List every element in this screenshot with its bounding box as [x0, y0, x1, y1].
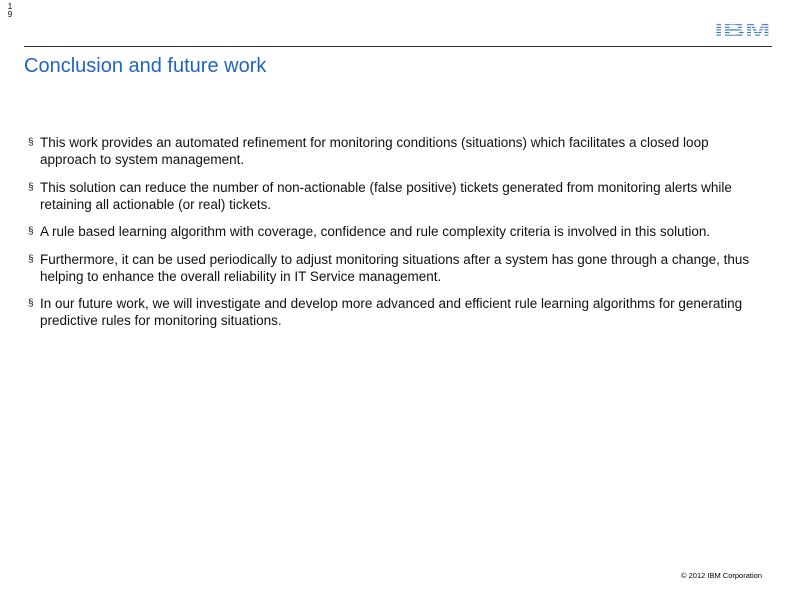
bullet-text: Furthermore, it can be used periodically to adjust monitoring situations after a system has gone through a change, thus helping to enhance the overall reliability in IT Service management. [40, 251, 750, 284]
bullet-marker-icon: § [28, 137, 34, 148]
bullet-text: A rule based learning algorithm with coverage, confidence and rule complexity criteria is involved in this solution. [40, 224, 711, 239]
bullet-item [28, 295, 758, 329]
bullet-text: In our future work, we will investigate and develop more advanced and efficient rule learning algorithms for generating predictive rules for monitoring situations. [40, 296, 743, 328]
slide-title: Conclusion and future work [24, 55, 267, 77]
bullet-marker-icon: § [28, 226, 34, 237]
page-number [6, 3, 14, 19]
bullet-item [28, 179, 758, 213]
bullet-item [28, 251, 758, 285]
footer-copyright: © 2012 IBM Corporation [681, 571, 762, 580]
bullet-item [28, 223, 758, 240]
bullet-marker-icon: § [28, 298, 34, 309]
bullet-text: This solution can reduce the number of non-actionable (false positive) tickets generated from monitoring alerts while retaining all actionable (or real) tickets. [40, 179, 732, 212]
bullet-list [28, 134, 758, 340]
header-divider [24, 46, 772, 47]
bullet-text: This work provides an automated refinement for monitoring conditions (situations) which facilitates a closed loop approach to system management. [40, 135, 709, 167]
bullet-marker-icon: § [28, 253, 34, 265]
page-number-digit: 1 [7, 2, 13, 11]
bullet-item [28, 134, 758, 168]
page-number-digit: 9 [7, 10, 13, 19]
ibm-logo [714, 20, 771, 40]
bullet-marker-icon: § [28, 181, 34, 193]
